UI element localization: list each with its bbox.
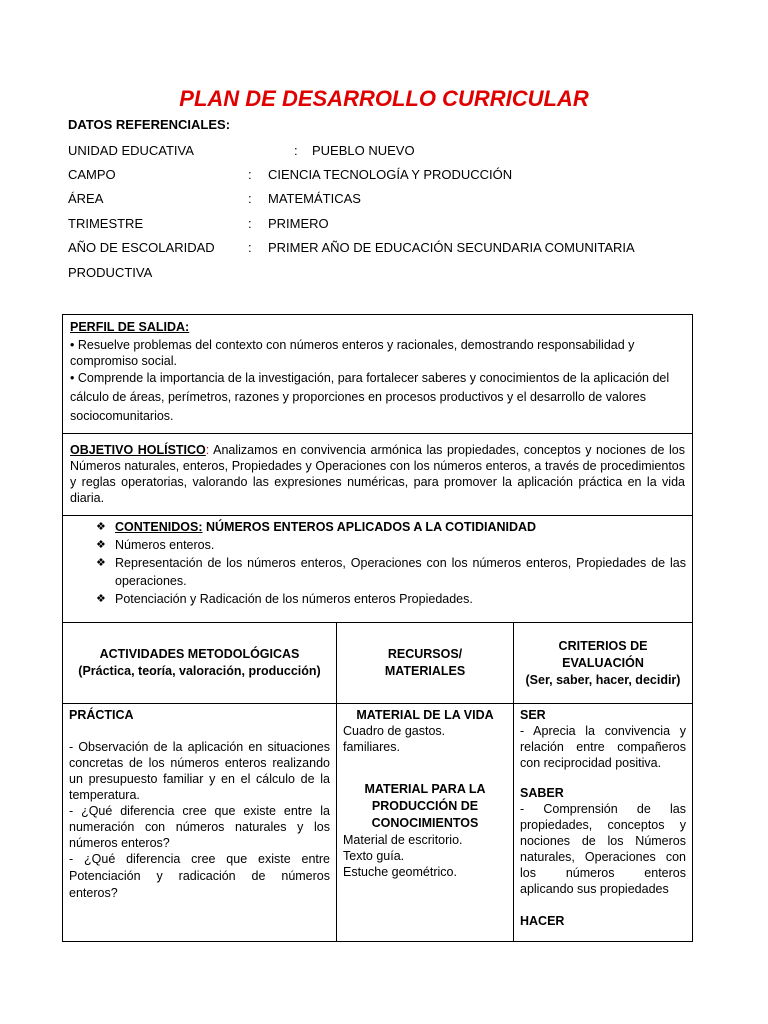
datos-label: AÑO DE ESCOLARIDAD (68, 240, 215, 255)
datos-separator: : (248, 191, 252, 206)
datos-heading: DATOS REFERENCIALES: (68, 117, 231, 132)
contenidos-section (63, 515, 692, 622)
saber-heading: SABER (520, 786, 564, 800)
contenidos-heading: CONTENIDOS: (115, 520, 203, 534)
ser-text: - Aprecia la convivencia y relación entre compañeros con reciprocidad positiva. (520, 724, 686, 770)
diamond-bullet-icon: ❖ (96, 557, 106, 569)
perfil-item: • Resuelve problemas del contexto con números enteros y racionales, demostrando responsabilidad y compromiso social. (70, 338, 635, 368)
actividades-body (63, 703, 336, 906)
perfil-section (63, 315, 692, 433)
contenidos-item (63, 554, 686, 590)
objetivo-heading: OBJETIVO HOLÍSTICO (70, 443, 206, 457)
datos-label: UNIDAD EDUCATIVA (68, 143, 194, 158)
curriculum-box (62, 314, 693, 623)
contenidos-item-text: Representación de los números enteros, Operaciones con los números enteros, Propiedades de las operaciones. (115, 556, 686, 588)
datos-separator: : (248, 167, 252, 182)
recurso-item: Material de escritorio. (343, 833, 463, 847)
datos-value: PUEBLO NUEVO (312, 143, 415, 158)
diamond-bullet-icon: ❖ (96, 521, 106, 533)
objetivo-section (63, 433, 692, 515)
datos-separator: : (248, 240, 252, 255)
datos-continuation: PRODUCTIVA (68, 265, 153, 280)
recurso-item: Estuche geométrico. (343, 865, 457, 879)
datos-value: PRIMERO (268, 216, 329, 231)
recurso-item: familiares. (343, 740, 400, 754)
material-vida-heading: MATERIAL DE LA VIDA (356, 708, 494, 722)
criterios-header: CRITERIOS DE EVALUACIÓN (Ser, saber, hacer, decidir) (514, 623, 692, 704)
practica-heading: PRÁCTICA (69, 708, 134, 722)
recursos-body (337, 703, 513, 884)
recurso-item: Texto guía. (343, 849, 405, 863)
objetivo-text: Analizamos en convivencia armónica las propiedades, conceptos y nociones de los Números naturales, enteros, Propiedades y Operaciones con los números enteros, a través de procedimientos y reglas operatorias, valorando las expresiones numéricas, para promover la aplicación práctica en la vida diaria. (70, 443, 685, 505)
datos-separator: : (294, 143, 298, 158)
diamond-bullet-icon: ❖ (96, 593, 106, 605)
perfil-heading: PERFIL DE SALIDA: (70, 320, 190, 334)
objetivo-colon: : (205, 443, 210, 457)
datos-label: CAMPO (68, 167, 116, 182)
actividad-item: - ¿Qué diferencia cree que existe entre la numeración con números naturales y los números enteros? (69, 804, 330, 850)
contenidos-heading-item (63, 518, 686, 536)
datos-value: PRIMER AÑO DE EDUCACIÓN SECUNDARIA COMUNITARIA (268, 240, 635, 255)
contenidos-title: NÚMEROS ENTEROS APLICADOS A LA COTIDIANIDAD (202, 520, 537, 534)
material-produccion-heading: MATERIAL PARA LA PRODUCCIÓN DE CONOCIMIENTOS (364, 782, 486, 830)
datos-value: MATEMÁTICAS (268, 191, 361, 206)
criterios-body (514, 703, 692, 933)
page-title: PLAN DE DESARROLLO CURRICULAR (179, 86, 589, 111)
recursos-header: RECURSOS/ MATERIALES (337, 623, 513, 704)
criterios-column (513, 623, 692, 941)
recurso-item: Cuadro de gastos. (343, 724, 446, 738)
datos-label: ÁREA (68, 191, 104, 206)
datos-separator: : (248, 216, 252, 231)
datos-label: TRIMESTRE (68, 216, 144, 231)
ser-heading: SER (520, 708, 546, 722)
contenidos-item (63, 590, 686, 608)
diamond-bullet-icon: ❖ (96, 539, 106, 551)
actividad-item: - Observación de la aplicación en situaciones concretas de los números enteros realizando un presupuesto familiar y en el cálculo de la temperatura. (69, 740, 330, 802)
activities-table (62, 622, 693, 942)
actividades-column (63, 623, 336, 941)
contenidos-item-text: Potenciación y Radicación de los números enteros Propiedades. (115, 592, 473, 606)
datos-value: CIENCIA TECNOLOGÍA Y PRODUCCIÓN (268, 167, 513, 182)
perfil-item: • Comprende la importancia de la investigación, para fortalecer saberes y conocimientos de la aplicación del cálculo de áreas, perímetros, razones y proporciones en procesos productivos y el desarrollo de valores sociocomunitarios. (70, 371, 670, 423)
contenidos-item-text: Números enteros. (115, 538, 215, 552)
actividades-header: ACTIVIDADES METODOLÓGICAS (Práctica, teoría, valoración, producción) (63, 623, 336, 704)
hacer-heading: HACER (520, 914, 565, 928)
actividad-item: - ¿Qué diferencia cree que existe entre Potenciación y radicación de números enteros? (69, 852, 330, 900)
saber-text: - Comprensión de las propiedades, conceptos y nociones de los Números naturales, Operaciones con los números enteros aplicando sus propiedades (520, 802, 686, 896)
recursos-column (336, 623, 513, 941)
contenidos-item (63, 536, 686, 554)
